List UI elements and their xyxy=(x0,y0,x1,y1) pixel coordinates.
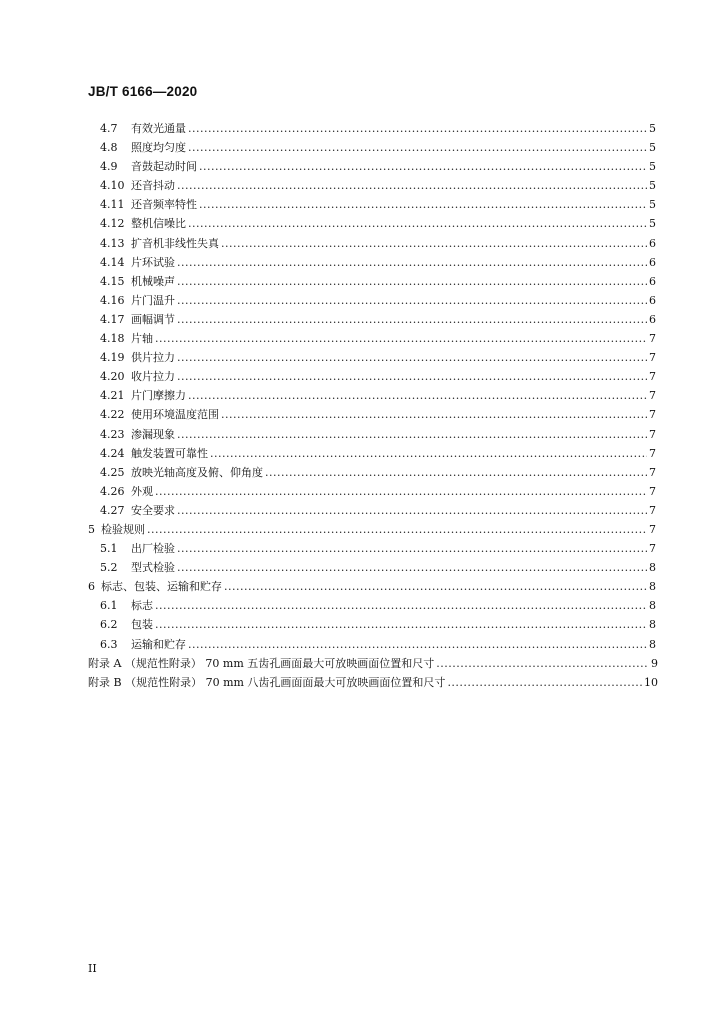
toc-leader-dots xyxy=(210,444,647,463)
toc-entry-page: 7 xyxy=(649,542,656,556)
toc-entry-page: 7 xyxy=(649,522,656,536)
toc-leader-dots xyxy=(265,463,647,482)
toc-entry-page: 6 xyxy=(649,274,656,288)
toc-entry-page: 8 xyxy=(649,618,656,632)
toc-entry[interactable] xyxy=(0,501,724,520)
toc-entry-title: 扩音机非线性失真 xyxy=(131,236,219,250)
toc-entry[interactable] xyxy=(0,596,724,615)
toc-entry[interactable] xyxy=(0,558,724,577)
toc-entry[interactable] xyxy=(0,310,724,329)
toc-entry-page: 5 xyxy=(649,179,656,193)
toc-entry-number: 5.2 xyxy=(100,561,118,575)
toc-entry-page: 6 xyxy=(649,293,656,307)
toc-leader-dots xyxy=(147,520,647,539)
toc-entry-title: 供片拉力 xyxy=(131,351,175,365)
toc-entry[interactable] xyxy=(0,444,724,463)
toc-entry-number: 4.24 xyxy=(100,446,125,460)
toc-annex-entry[interactable] xyxy=(0,654,724,673)
toc-entry[interactable] xyxy=(0,234,724,253)
toc-leader-dots xyxy=(447,673,642,692)
toc-leader-dots xyxy=(199,195,647,214)
toc-entry-page: 7 xyxy=(649,503,656,517)
toc-entry[interactable] xyxy=(0,520,724,539)
toc-leader-dots xyxy=(177,310,647,329)
toc-entry-title: 包装 xyxy=(131,618,153,632)
toc-leader-dots xyxy=(155,596,647,615)
toc-entry-page: 7 xyxy=(649,351,656,365)
toc-leader-dots xyxy=(436,654,649,673)
toc-entry[interactable] xyxy=(0,272,724,291)
toc-leader-dots xyxy=(177,176,647,195)
toc-annex-entry[interactable] xyxy=(0,673,724,692)
toc-leader-dots xyxy=(221,405,647,424)
toc-leader-dots xyxy=(177,348,647,367)
toc-entry[interactable] xyxy=(0,214,724,233)
toc-entry-number: 4.22 xyxy=(100,408,125,422)
toc-entry-number: 4.8 xyxy=(100,141,118,155)
toc-entry-number: 4.16 xyxy=(100,293,125,307)
toc-entry-number: 4.9 xyxy=(100,160,118,174)
toc-entry-title: 片环试验 xyxy=(131,255,175,269)
toc-entry-page: 7 xyxy=(649,484,656,498)
toc-entry-title: 整机信噪比 xyxy=(131,217,186,231)
toc-entry-page: 5 xyxy=(649,160,656,174)
toc-entry-page: 7 xyxy=(649,370,656,384)
toc-entry-number: 6 xyxy=(88,580,95,594)
toc-entry-number: 4.11 xyxy=(100,198,125,212)
toc-leader-dots xyxy=(177,501,647,520)
toc-entry-number: 4.25 xyxy=(100,465,125,479)
toc-leader-dots xyxy=(177,425,647,444)
toc-entry-page: 8 xyxy=(649,599,656,613)
toc-entry-number: 5.1 xyxy=(100,542,118,556)
toc-entry-number: 4.17 xyxy=(100,312,125,326)
toc-entry[interactable] xyxy=(0,577,724,596)
toc-entry-page: 6 xyxy=(649,255,656,269)
toc-entry-title: 附录 A （规范性附录） 70 mm 五齿孔画面最大可放映画面位置和尺寸 xyxy=(88,656,435,670)
toc-entry-title: 画幅调节 xyxy=(131,312,175,326)
toc-entry-title: 安全要求 xyxy=(131,503,175,517)
toc-entry-title: 检验规则 xyxy=(101,522,145,536)
toc-leader-dots xyxy=(155,329,647,348)
toc-entry-page: 5 xyxy=(649,198,656,212)
toc-entry-number: 4.14 xyxy=(100,255,125,269)
toc-entry-title: 机械噪声 xyxy=(131,274,175,288)
document-code: JB/T 6166—2020 xyxy=(88,84,198,99)
toc-entry-page: 7 xyxy=(649,332,656,346)
toc-entry[interactable] xyxy=(0,635,724,654)
toc-leader-dots xyxy=(177,272,647,291)
toc-leader-dots xyxy=(224,577,647,596)
toc-entry-title: 运输和贮存 xyxy=(131,637,186,651)
toc-leader-dots xyxy=(221,234,647,253)
toc-entry[interactable] xyxy=(0,329,724,348)
toc-entry-page: 8 xyxy=(649,637,656,651)
toc-entry-number: 4.7 xyxy=(100,122,118,135)
toc-leader-dots xyxy=(188,635,647,654)
toc-entry-number: 4.20 xyxy=(100,370,125,384)
toc-entry[interactable] xyxy=(0,291,724,310)
toc-entry-page: 8 xyxy=(649,561,656,575)
toc-entry-title: 出厂检验 xyxy=(131,542,175,556)
toc-entry[interactable] xyxy=(0,176,724,195)
toc-entry-page: 5 xyxy=(649,217,656,231)
toc-entry-page: 7 xyxy=(649,408,656,422)
toc-entry-page: 5 xyxy=(649,141,656,155)
toc-entry[interactable] xyxy=(0,157,724,176)
toc-entry-title: 标志、包装、运输和贮存 xyxy=(101,580,222,594)
toc-entry[interactable] xyxy=(0,405,724,424)
toc-entry-title: 还音频率特性 xyxy=(131,198,197,212)
toc-leader-dots xyxy=(177,291,647,310)
toc-entry-title: 照度均匀度 xyxy=(131,141,186,155)
toc-entry-page: 10 xyxy=(644,675,658,689)
toc-entry[interactable] xyxy=(0,367,724,386)
toc-entry-title: 附录 B （规范性附录） 70 mm 八齿孔画面面最大可放映画面位置和尺寸 xyxy=(88,675,446,689)
toc-leader-dots xyxy=(177,558,647,577)
toc-entry-page: 8 xyxy=(649,580,656,594)
toc-entry-page: 5 xyxy=(649,122,656,135)
toc-entry-title: 有效光通量 xyxy=(131,122,186,135)
toc-entry[interactable] xyxy=(0,119,724,138)
toc-entry-page: 6 xyxy=(649,312,656,326)
toc-entry-title: 音鼓起动时间 xyxy=(131,160,197,174)
toc-entry-title: 收片拉力 xyxy=(131,370,175,384)
toc-entry-title: 使用环境温度范围 xyxy=(131,408,219,422)
toc-entry-title: 触发装置可靠性 xyxy=(131,446,208,460)
toc-entry-page: 7 xyxy=(649,446,656,460)
toc-entry-number: 4.12 xyxy=(100,217,125,231)
toc-entry-title: 放映光轴高度及俯、仰角度 xyxy=(131,465,263,479)
toc-entry-title: 还音抖动 xyxy=(131,179,175,193)
toc-entry[interactable] xyxy=(0,463,724,482)
toc-entry-number: 4.10 xyxy=(100,179,125,193)
toc-entry[interactable] xyxy=(0,253,724,272)
toc-entry[interactable] xyxy=(0,425,724,444)
table-of-contents xyxy=(0,119,724,692)
toc-entry-title: 标志 xyxy=(131,599,153,613)
toc-entry-number: 4.26 xyxy=(100,484,125,498)
toc-leader-dots xyxy=(177,539,647,558)
toc-entry-number: 5 xyxy=(88,522,95,536)
toc-entry-number: 4.23 xyxy=(100,427,125,441)
toc-entry[interactable] xyxy=(0,482,724,501)
page-number: II xyxy=(88,962,97,975)
toc-entry[interactable] xyxy=(0,138,724,157)
toc-entry-number: 4.19 xyxy=(100,351,125,365)
toc-leader-dots xyxy=(188,214,647,233)
toc-entry-number: 4.18 xyxy=(100,332,125,346)
toc-entry[interactable] xyxy=(0,386,724,405)
toc-entry-number: 6.1 xyxy=(100,599,118,613)
toc-entry-number: 4.27 xyxy=(100,503,125,517)
toc-entry-number: 6.2 xyxy=(100,618,118,632)
toc-entry-number: 6.3 xyxy=(100,637,118,651)
toc-entry-page: 7 xyxy=(649,389,656,403)
toc-entry-number: 4.15 xyxy=(100,274,125,288)
toc-entry-title: 片门温升 xyxy=(131,293,175,307)
toc-entry[interactable] xyxy=(0,348,724,367)
toc-entry[interactable] xyxy=(0,539,724,558)
toc-entry-title: 片门摩擦力 xyxy=(131,389,186,403)
toc-leader-dots xyxy=(177,253,647,272)
toc-entry[interactable] xyxy=(0,615,724,634)
toc-entry-page: 6 xyxy=(649,236,656,250)
toc-entry-number: 4.21 xyxy=(100,389,125,403)
toc-entry-title: 外观 xyxy=(131,484,153,498)
toc-leader-dots xyxy=(188,386,647,405)
toc-entry[interactable] xyxy=(0,195,724,214)
toc-entry-page: 7 xyxy=(649,465,656,479)
toc-leader-dots xyxy=(155,615,647,634)
toc-leader-dots xyxy=(155,482,647,501)
toc-entry-number: 4.13 xyxy=(100,236,125,250)
toc-entry-title: 型式检验 xyxy=(131,561,175,575)
toc-leader-dots xyxy=(188,138,647,157)
toc-leader-dots xyxy=(177,367,647,386)
toc-entry-page: 9 xyxy=(651,656,658,670)
toc-entry-page: 7 xyxy=(649,427,656,441)
toc-leader-dots xyxy=(199,157,647,176)
toc-leader-dots xyxy=(188,119,647,138)
toc-entry-title: 片轴 xyxy=(131,332,153,346)
toc-entry-title: 渗漏现象 xyxy=(131,427,175,441)
